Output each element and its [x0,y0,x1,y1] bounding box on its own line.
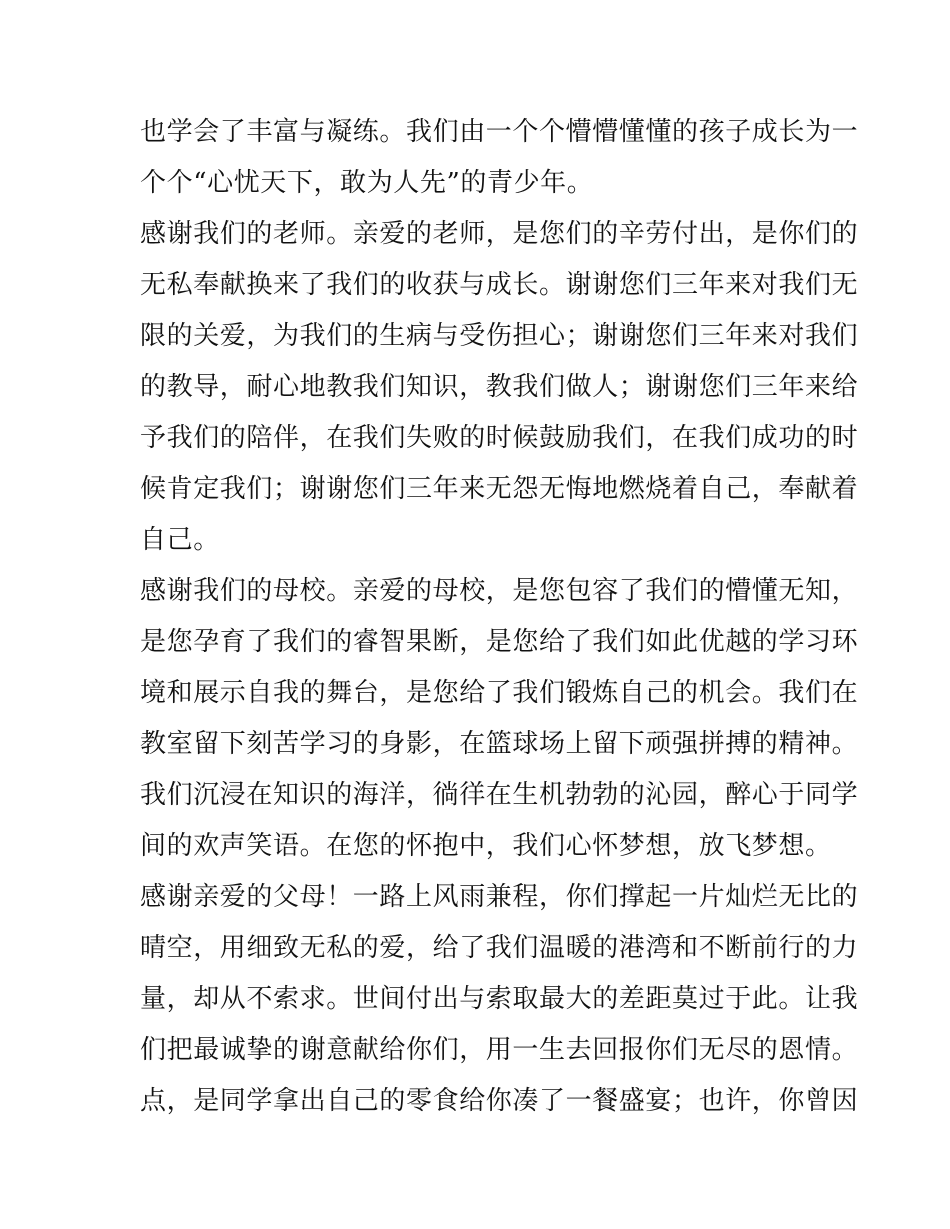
text-line-18: 量，却从不索求。世间付出与索取最大的差距莫过于此。让我 [140,984,859,1014]
text-line-17: 晴空，用细致无私的爱，给了我们温暖的港湾和不断前行的力 [140,933,859,963]
text-line-8: 候肯定我们；谢谢您们三年来无怨无悔地燃烧着自己，奉献着 [140,474,859,504]
text-line-10: 感谢我们的母校。亲爱的母校，是您包容了我们的懵懂无知， [140,576,859,606]
text-line-19: 们把最诚挚的谢意献给你们，用一生去回报你们无尽的恩情。 [140,1035,859,1065]
text-line-9: 自己。 [140,525,220,555]
text-line-13: 教室留下刻苦学习的身影，在篮球场上留下顽强拼搏的精神。 [140,729,859,759]
text-line-6: 的教导，耐心地教我们知识，教我们做人；谢谢您们三年来给 [140,372,859,402]
text-line-4: 无私奉献换来了我们的收获与成长。谢谢您们三年来对我们无 [140,270,859,300]
text-line-2: 个个“心忧天下，敢为人先”的青少年。 [140,168,594,198]
text-line-16: 感谢亲爱的父母！一路上风雨兼程，你们撑起一片灿烂无比的 [140,882,859,912]
text-line-20: 点，是同学拿出自己的零食给你凑了一餐盛宴；也许，你曾因 [140,1086,859,1116]
text-line-1: 也学会了丰富与凝练。我们由一个个懵懵懂懂的孩子成长为一 [140,117,859,147]
text-line-7: 予我们的陪伴，在我们失败的时候鼓励我们，在我们成功的时 [140,423,859,453]
text-line-14: 我们沉浸在知识的海洋，徜徉在生机勃勃的沁园，醉心于同学 [140,780,859,810]
text-line-5: 限的关爱，为我们的生病与受伤担心；谢谢您们三年来对我们 [140,321,859,351]
body-text [140,107,859,1127]
text-line-11: 是您孕育了我们的睿智果断，是您给了我们如此优越的学习环 [140,627,859,657]
text-line-12: 境和展示自我的舞台，是您给了我们锻炼自己的机会。我们在 [140,678,859,708]
text-line-3: 感谢我们的老师。亲爱的老师，是您们的辛劳付出，是你们的 [140,219,859,249]
text-line-15: 间的欢声笑语。在您的怀抱中，我们心怀梦想，放飞梦想。 [140,831,832,861]
